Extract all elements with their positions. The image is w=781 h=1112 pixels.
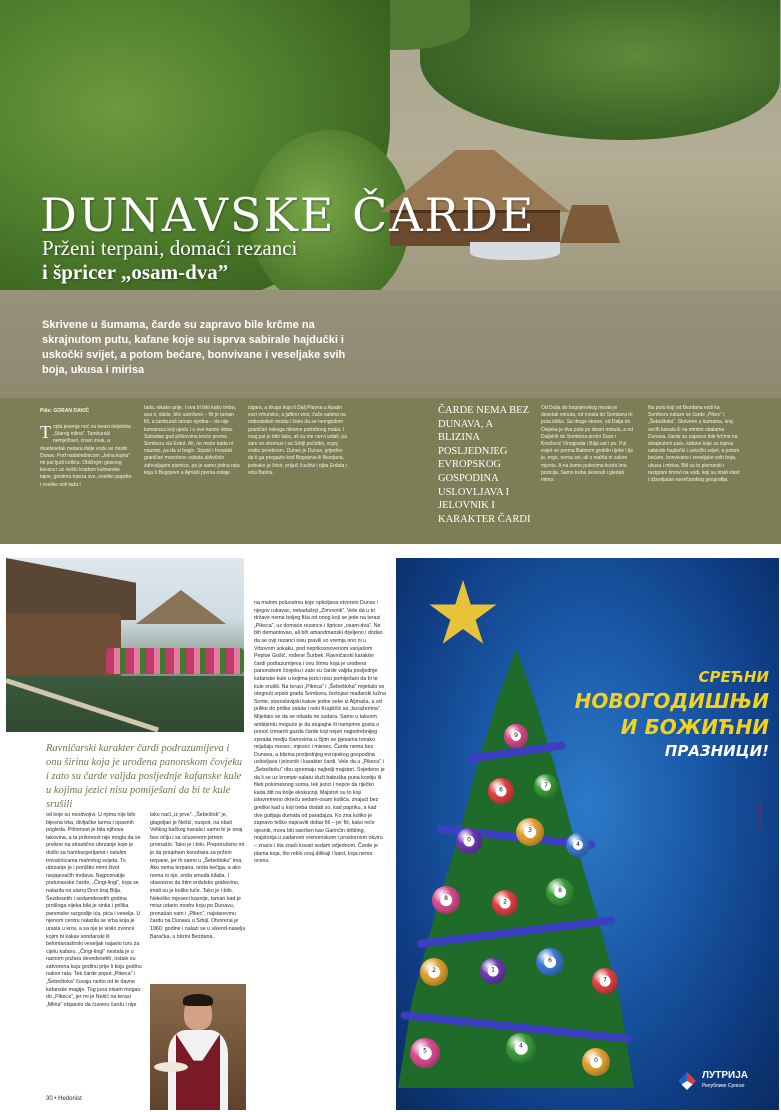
- lottery-ball-number: 6: [496, 786, 507, 797]
- lottery-ball-number: 0: [590, 1056, 602, 1068]
- article-pullquote: ČARDE NEMA BEZ DUNAVA, A BLIZINA POSLJEDNJEG EVROPSKOG GOSPODINA USLOVLJAVA I JELOVNIK I KARAKTER ČARDI: [438, 405, 531, 525]
- greeting-line-4: ПРАЗНИЦИ!: [664, 742, 769, 760]
- lottery-ball: [546, 878, 574, 906]
- lottery-ball: [566, 833, 590, 857]
- lottery-ball-number: 7: [600, 976, 611, 987]
- article-subtitle-line2: i špricer „osam-dva”: [42, 260, 229, 284]
- lottery-ball-number: 5: [419, 1047, 432, 1060]
- terrace-roof: [6, 558, 136, 620]
- lottery-logo-icon: [678, 1072, 696, 1090]
- magazine-name: Hedonist: [58, 1096, 82, 1102]
- article-column-3: cigara, a druga koja ti Dalj Plavna u Apatin vozi vrhunsko, a jaftino vino, čače satima na ordinatskim mostu i čeka da se nemgodom graničari nekoga nikome potrebnog maka. I ovaj put je bilo tako, ali su me nervi izdali, pa sam se okrenuo i sa Srbijl početko, vrgoj vratio proeknom. Dunav je Dunav, prijedno da ti ga pregazio kod Bogojeva ili Bezdana, jednako je život, prijaći čuvštvi i njba Erduta i vića Batina.: [248, 405, 347, 476]
- lottery-ball: [488, 778, 514, 804]
- lottery-ball: [592, 968, 618, 994]
- article-column-2: tada, nikako prije. I ova bi bilo kako treba, ava ti, dakle, bilo savršeno – fiš je taman fiš, a tamburaš taman njedna – da nije komaraca koji ujedu i u ovo kasno doba. Sutradan god piškovima kreće prema Somboru via Erdut. Ali, ne može kada ni naumio, pa da si bogin. Srpski i hrvatski graničari monotono subota aktivčelo zahvaljujem pismice, pa je samo jedna rata koja ti Bogojevo a Ajmaši prema ostaje: [144, 405, 240, 476]
- terrace-flowers: [106, 648, 244, 674]
- bottom-article-column-1: od koje su neodvojivi. U njima nije bilo bijesna trka, divljačke larma i opasnih pogleda. Prilomost je bila njihova takovina, a ta prilomost nije mogla da se prvikne na strastično ubrzanje koje je došlo sa hamburgerijama i ostalim trovačnicama mahnitog svijeta. To ubrzanje je i poništio mimi život ravjajevačih trvdava. Najpoznatije podunavske čarde, „Čingi-lingi”, koja se nalazila na staroj Drvri kraj Bilja. Šezdesetih i sedamdesetih godina prošloga vijeka bila je sinka i prilika panonske razgodije ića, pića i veselja. U njenom centru nalazila se vrba koja je urasla u krov, a sa nje je visilo zvonce kojim bi kakav sondanski ili belomanastirski veseljak najavio turu za cijelu kafanu. „Čingi-lingi” nestala je u raznom požaru devedesetih, ostale su zatvorena kuju godinu prije li koju godinu nakon rata. Tek čarde poput „Pikeca” i „Šebeštoka” čuvaju nešto od te davne kafanske magije. Tog juna nisam mogao do „Pikeca”, jer mi je Nešić na terasi „Mlina” objasnio da čuvenu čardu i nije: [46, 812, 142, 1008]
- page-number: 30: [46, 1096, 53, 1102]
- hero-photo-danube: [0, 0, 781, 398]
- drop-cap: T: [40, 422, 51, 442]
- article-column-4: Od Dalja do bogojevskog mosta je desetak minuta, od mosta do Sombora tri puta toliko. Sa druge strane, od Dalja do Osijeka je dva puta po deset minuta, a od Daljskih do Sombora preko Suze i Knežević Vinograda i Bilja sat i po. Put svijet se prema Batinom grobilo rijeke i lje je, ergo, nema svi, ali s mahla ni zakon mjesto. A na kome putevima tezda ima pozicija. Samo treba skrenuti i gledati mimo.: [541, 405, 634, 484]
- lottery-ball: [492, 890, 518, 916]
- lottery-ball: [534, 774, 558, 798]
- greeting-line-1: СРЕЋНИ: [698, 668, 769, 686]
- footer-separator: •: [54, 1096, 59, 1102]
- article-title: DUNAVSKE ČARDE: [40, 188, 536, 242]
- lottery-ball-number: 4: [515, 1042, 528, 1055]
- lottery-ball-number: 6: [544, 956, 556, 968]
- lottery-ball: [420, 958, 448, 986]
- lottery-ball-number: 8: [554, 886, 566, 898]
- photo-waiter: [150, 984, 246, 1110]
- lottery-ball: [506, 1033, 536, 1063]
- article-column-1-text: opla jesenja noć na terasi dvijetoka „Starog mlina”. Tamburaši nemjelčavo, izvan zvuk, a dvadesetak metara dalje vodu se modri Dunav. Pod nadstrešnicom „Jelna kujna” mi pet ljudi kotlića. Obližnjim glavnog kuvara i uz nešto kradom kulinarske tajne, gostima trpeza sve, oveliko paprike i oveliko soli tada i: [40, 424, 132, 488]
- bottom-article-quote: Ravničarski karakter čardi podrazumijeva i onu širinu koja je urođena panonskom čovjeku i zato su čarde valjda posljednje kafanske kule u kojima jezici nisu pomiješani da bi te kule srušili: [46, 743, 243, 810]
- photo-restaurant-terrace: [6, 558, 244, 732]
- lottery-ball-number: 7: [541, 781, 551, 791]
- waiter-hair: [183, 994, 213, 1006]
- article-subtitle-line1: Prženi terpani, domaći rezanci: [42, 236, 298, 260]
- terrace-water: [6, 676, 244, 732]
- hero-island-trees: [420, 0, 780, 140]
- lottery-ball-number: 4: [573, 840, 583, 850]
- lottery-ball-number: 3: [524, 826, 536, 838]
- bottom-article-right-column: na malom poluostrvu koje opkoljava otvoreni Dunav i njegov rukavac, nekadašnji „Zimovnik”. Vele da u tri države nema boljeg fiša od onog koji se jede na terasi „Pikeca”, uz domaće rezance i špricer „osam-dva”. Ne bih demantovao, ali bih amandmanski dijeljeno i dodao da se ovji rezanci nisu pravili vo vremja ono ni u Vrbovom sokaku, pod neprikosnovenom vanjašom Peploe Gošić, rođene Šurbek. Ravničarski karakter čardi podrazumijeva i onu širinu koja je urođena panonskom čovjeku i zato su čarde valjda posljednje kafanske kule u kojima jezici nisu pomiješani da bi te kule srušili. Na terasi „Pikeca” i „Šebeštoka” miješalo se otegnuti srpski grada Sombora, bošnjavi mađarski tužna Sonte, staroslavijski kakve jedne seke iz Aljmaša, a od prilike do prilike zaluta i neki Krajiščik sa „buražerima”. Miješalo se da se nikada ne sudara. Samo u takvom ambijentu moguće je da stupajne ili nampirne gosta o ponoć izmamli gazda čarde koji nejeri najpotrebnijeg zjerada medju članovima u čijim se pjesama tonako mijašaju mesec, mjesec i miesec. Čarde nema bez Dunava, a blizina posljednjeg evropskog gospodina uslovljava i jelovnik i karakter čardi. Vele da u „Pikecu” i „Šebeštoku” ribu spremaju najbolji majstori. Svjedeno je da li se uz krompir-salatu služi babuška puna kostiju ili fileti polumesnog soma, tek jezici i nepce da riječko kada štit na bolje ekskurziji. Majstori su to koji istovremeno okreću sedam-osam kotlića, znajući bez greške kad u koji treba dodati so, kad papriku, a kad dve gutljaja dumata od paradajza. Ko zna koliko je zapravo teško napraviti dobar fiš – jer fiš, kako reče ojesnik, mora biti savršen kao Garinčin dribling, majstorija u zadanom vremenskom i prostornom okviru – znaće i šta znači kovati sedam odjednom. Čarde je plama koja, što reklo onaj diškaji i bard, koja nema ocenu.: [254, 600, 386, 865]
- lottery-ball-number: 9: [511, 731, 521, 741]
- bottom-article-column-2: lako naći „iz prve”. „Šebeštok” je, glagoljao je Nešić, nuspot, na obali Velikog bačkog kanala i samo bi je onaj bez očiju i sa očuvenom jetrom promašio. Tako je i bilo. Preporučeno mi je da priupham konobara za prženi terpane, jer ih samo u „Šebeštoku” ima. Ako nema terpana, onda kečiga, a ako nema ni nje, onda smuđa kilaša. I obavezno da štim erdutsko graševinu, imali su je koliko luče. Tako je i bilo. Nekoliko mjeseci kasnije, taman kad je mraz udario modru koju po Dunavu, pronašao sam i „Pikec”, najstarevmu čardu na Dunavu u Srbiji. Otvorena je 1960. godine i nalazi se u vikend-naselju Baračka, u blizini Bezdana,: [150, 812, 246, 940]
- restaurant-side-roof: [560, 205, 620, 243]
- page-footer: [46, 1096, 82, 1102]
- bottom-article-page: [0, 556, 392, 1112]
- article-column-5: Na putu koji od Bezdana vodi ka Somboru nalaze se čarde „Pikec” i „Šebeštoka”. Skrivene u šumama, kraj većih kanala ili na mimim obalama Dunava, čarde su zapravo bile krčme na skrajnutom putu, kafane koje su isprva sabirale hajdučki i uskočki svijet, a potom bećare, bonvivane i veselјake svih boja, ukusa i mirisa. Bili su to piemeniti i razigrani timovi na vodi, koji su imali vlast i izbovljatan ravničarskog geografija.: [648, 405, 740, 484]
- lottery-ball-number: 8: [440, 894, 452, 906]
- lottery-ball-number: 0: [464, 836, 475, 847]
- waiter-plate: [154, 1062, 188, 1072]
- article-author: Piše: GORAN DAKIĆ: [40, 408, 90, 414]
- lottery-logo-subtitle: Републике Српске: [702, 1083, 745, 1089]
- lottery-logo-name: ЛУТРИЈА: [702, 1070, 748, 1081]
- ad-fine-print: 30.12.2016.: [758, 801, 764, 828]
- lottery-logo: [678, 1066, 774, 1096]
- lottery-ball: [432, 886, 460, 914]
- greeting-line-2: НОВОГОДИШЊИ: [574, 689, 769, 713]
- terrace-umbrella: [136, 590, 226, 624]
- lottery-ball: [480, 958, 506, 984]
- lottery-ball-number: 1: [488, 966, 499, 977]
- lottery-ball: [456, 828, 482, 854]
- hero-boat: [470, 242, 560, 260]
- article-lead: Skrivene u šumama, čarde su zapravo bile krčme na skrajnutom putu, kafane koje su isprva sabirale hajdučki i uskočki svijet, a potom bećare, bonvivane i veselјake svih boja, ukusa i mirisa: [42, 319, 346, 376]
- lottery-ball: [516, 818, 544, 846]
- greeting-line-3: И БОЖИЋНИ: [620, 715, 769, 739]
- lottery-ball: [536, 948, 564, 976]
- lottery-ball: [582, 1048, 610, 1076]
- lottery-ball: [410, 1038, 440, 1068]
- lottery-christmas-ad: [396, 558, 779, 1110]
- lottery-ball-number: 2: [428, 966, 440, 978]
- lottery-ball-number: 2: [500, 898, 511, 909]
- article-column-1: [40, 424, 132, 489]
- top-article-spread: [0, 0, 781, 544]
- ad-greeting: [524, 666, 769, 762]
